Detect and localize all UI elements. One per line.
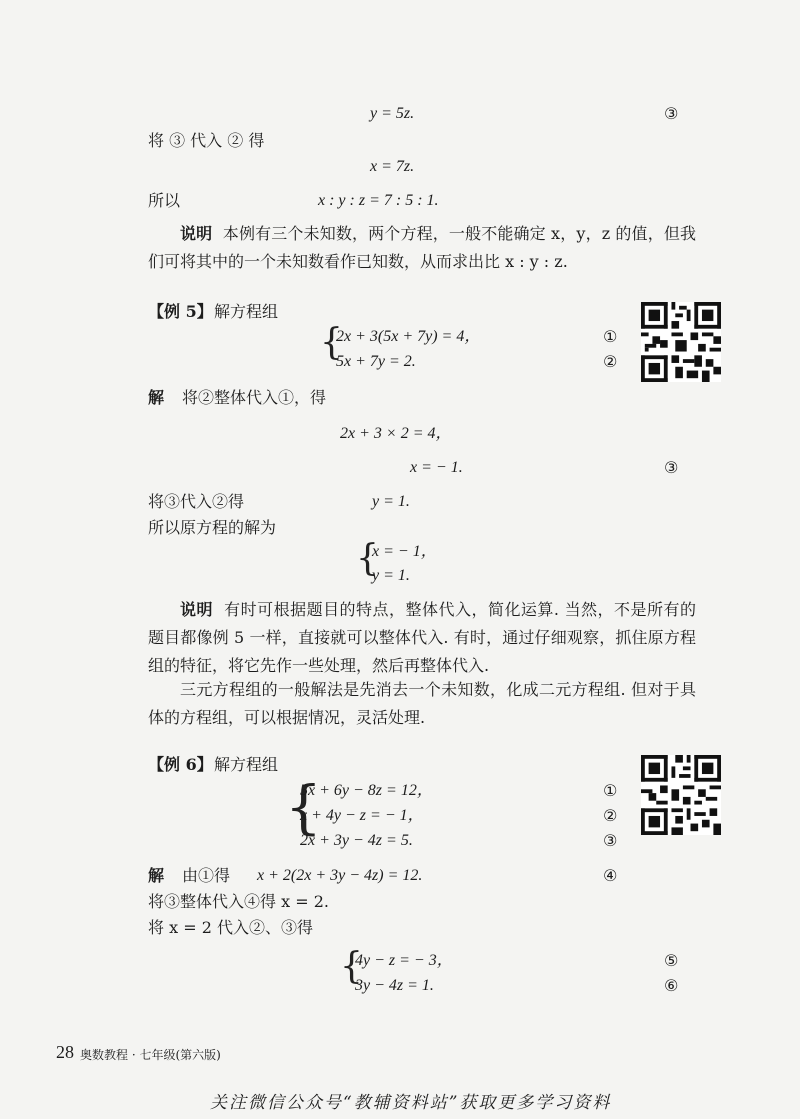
qr-code xyxy=(641,302,721,382)
equation-tag: ③ xyxy=(664,458,679,477)
equation-tag: ③ xyxy=(664,104,679,123)
note-label: 说明 xyxy=(180,600,213,619)
equation-x-7z: x = 7z. xyxy=(370,158,415,175)
paragraph-3: 三元方程组的一般解法是先消去一个未知数，化成二元方程组. 但对于具体的方程组，可以根据情况，灵活处理. xyxy=(148,680,696,727)
example-6-label: 【例 6】 xyxy=(148,755,213,774)
page-number: 28 xyxy=(56,1042,74,1062)
note-text: 有时可根据题目的特点，整体代入，简化运算. 当然，不是所有的题目都像例 5 一样，直接就可以整体代入. 有时，通过仔细观察，抓住原方程组的特征，将它先作一些处理，然后再整体代入. xyxy=(148,600,696,675)
equation-5-1: 2x + 3(5x + 7y) = 4， xyxy=(336,328,481,345)
book-title: 奥数教程 · 七年级(第六版) xyxy=(80,1048,221,1062)
equation-tag: ⑤ xyxy=(664,951,679,970)
solution-text: 将③代入②得 xyxy=(148,492,245,511)
equation-6-2: x + 4y − z = − 1， xyxy=(300,807,424,824)
result-y: y = 1. xyxy=(372,567,410,584)
solution-label: 解 xyxy=(148,866,165,885)
system-brace: { xyxy=(285,773,322,841)
note-label: 说明 xyxy=(180,224,213,243)
equation-tag: ② xyxy=(603,352,618,371)
equation-5-2: 5x + 7y = 2. xyxy=(336,353,416,370)
solution-text: 将③整体代入④得 x = 2. xyxy=(148,892,329,911)
text-so: 所以 xyxy=(148,191,181,210)
equation-6-3: 2x + 3y − 4z = 5. xyxy=(300,832,413,849)
result-eq-5: 4y − z = − 3， xyxy=(355,952,453,969)
solution-text: 所以原方程的解为 xyxy=(148,518,277,537)
equation-6-1: 5x + 6y − 8z = 12， xyxy=(300,782,433,799)
solution-text: 将 x = 2 代入②、③得 xyxy=(148,918,313,937)
equation-step: x = − 1. xyxy=(410,459,463,476)
equation-tag: ③ xyxy=(603,831,618,850)
result-eq-6: 3y − 4z = 1. xyxy=(355,977,434,994)
equation-step: y = 1. xyxy=(372,493,410,510)
equation-step: x + 2(2x + 3y − 4z) = 12. xyxy=(257,867,423,884)
equation-tag: ② xyxy=(603,806,618,825)
result-x: x = − 1， xyxy=(372,543,437,560)
example-5-title: 解方程组 xyxy=(214,302,279,321)
equation-y-5z: y = 5z. xyxy=(370,105,415,122)
system-brace: { xyxy=(356,538,379,579)
note-paragraph-2 xyxy=(148,596,696,680)
solution-text: 由①得 xyxy=(182,866,231,885)
solution-label: 解 xyxy=(148,388,165,407)
watermark-text: 关注微信公众号“教辅资料站”获取更多学习资料 xyxy=(210,1093,612,1113)
equation-tag: ① xyxy=(603,327,618,346)
example-6-title: 解方程组 xyxy=(214,755,279,774)
solution-text: 将②整体代入①，得 xyxy=(182,388,327,407)
qr-code xyxy=(641,755,721,835)
system-brace: { xyxy=(340,946,363,987)
note-text: 本例有三个未知数，两个方程，一般不能确定 x，y，z 的值，但我们可将其中的一个未知数看作已知数，从而求出比 x : y : z. xyxy=(148,224,696,271)
equation-ratio: x : y : z = 7 : 5 : 1. xyxy=(318,192,439,209)
equation-tag: ⑥ xyxy=(664,976,679,995)
equation-tag: ④ xyxy=(603,866,618,885)
equation-tag: ① xyxy=(603,781,618,800)
equation-step: 2x + 3 × 2 = 4， xyxy=(340,425,452,442)
text-line: 将 ③ 代入 ② 得 xyxy=(148,131,265,150)
note-paragraph-1 xyxy=(148,220,696,276)
system-brace: { xyxy=(320,322,343,363)
example-5-label: 【例 5】 xyxy=(148,302,213,321)
